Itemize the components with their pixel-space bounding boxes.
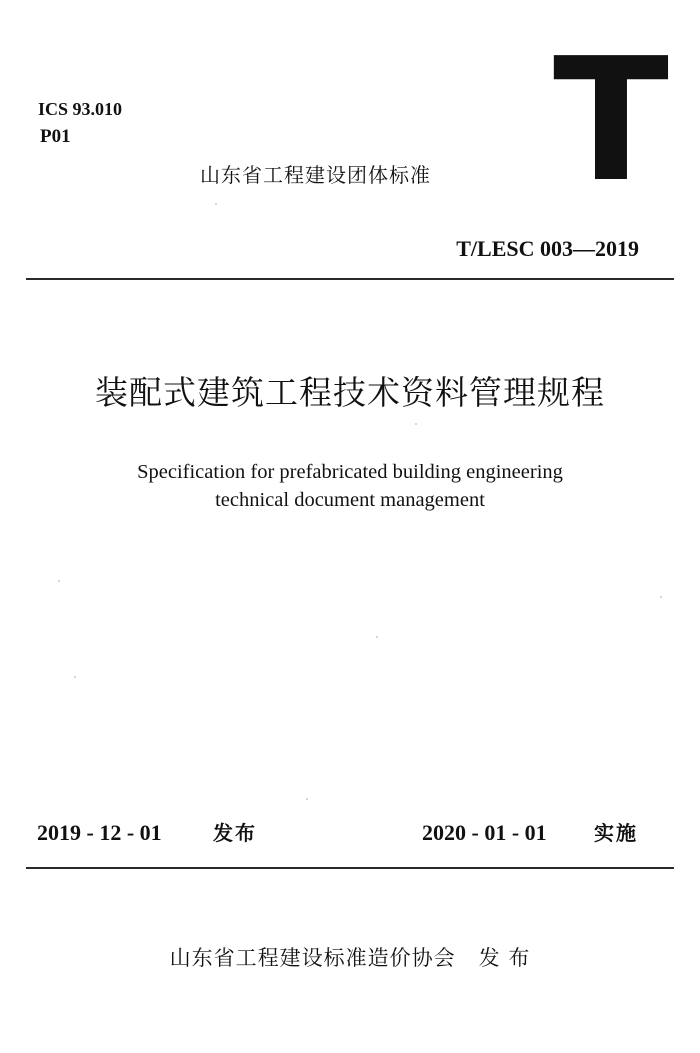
scan-speck [58, 580, 60, 582]
title-chinese: 装配式建筑工程技术资料管理规程 [95, 373, 605, 412]
ics-code: ICS 93.010 [38, 99, 123, 119]
bottom-divider [26, 867, 674, 869]
scan-speck [376, 636, 378, 638]
title-english-line-2: technical document management [215, 489, 485, 511]
scan-speck [74, 676, 76, 678]
top-divider [26, 278, 674, 280]
standard-number: T/LESC 003—2019 [456, 236, 639, 261]
effective-label: 实施 [594, 821, 638, 845]
issue-date: 2019 - 12 - 01 [37, 820, 162, 845]
scan-speck [306, 798, 308, 800]
title-english-line-1: Specification for prefabricated building engineering [137, 461, 563, 483]
scan-speck [415, 423, 417, 425]
effective-date: 2020 - 01 - 01 [422, 820, 547, 845]
scan-speck [660, 596, 662, 598]
standard-category: 山东省工程建设团体标准 [200, 163, 431, 187]
publisher: 山东省工程建设标准造价协会 发 布 [169, 946, 531, 970]
classification-code: P01 [40, 126, 71, 147]
scan-speck [215, 203, 217, 205]
standard-type-letter: T [553, 22, 669, 220]
issue-label: 发布 [213, 821, 257, 845]
